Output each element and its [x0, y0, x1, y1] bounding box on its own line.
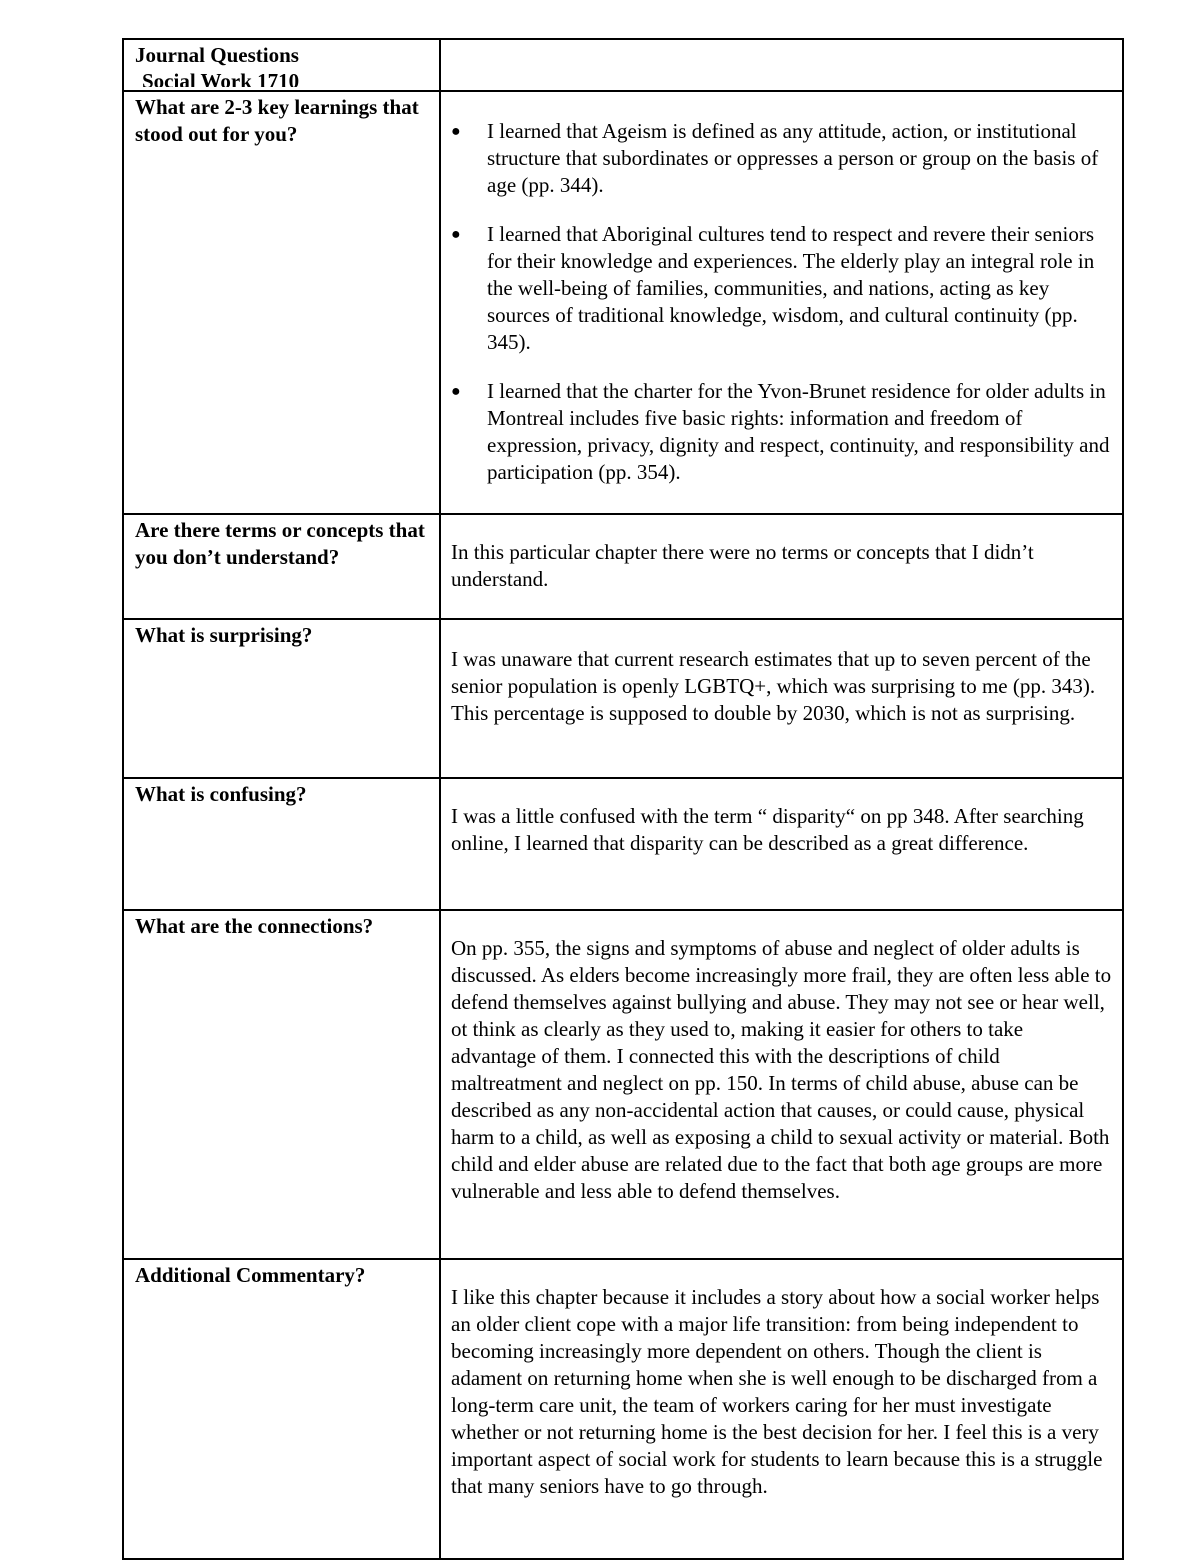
list-item [451, 118, 1112, 199]
question-additional-commentary: Additional Commentary? [135, 1263, 366, 1287]
row-key-learnings [123, 91, 1123, 514]
bullet-icon: ● [451, 383, 461, 400]
question-cell [123, 778, 440, 910]
course-subtitle: Social Work 1710 [142, 69, 300, 87]
header-title-cell [123, 39, 440, 91]
question-cell [123, 619, 440, 778]
bullet-icon: ● [451, 123, 461, 140]
question-terms-concepts: Are there terms or concepts that you don’t understand? [135, 518, 425, 569]
answer-confusing: I was a little confused with the term “ disparity“ on pp 348. After searching online, I learned that disparity can be described as a great difference. [451, 804, 1084, 855]
row-connections [123, 910, 1123, 1259]
row-terms-concepts [123, 514, 1123, 619]
journal-title: Journal Questions [135, 43, 299, 67]
bullet-text: I learned that the charter for the Yvon-Brunet residence for older adults in Montreal includes five basic rights: information and freedom of expression, privacy, dignity and respect, continuity, and responsibility and participation (pp. 354). [487, 379, 1110, 484]
list-item [451, 378, 1112, 486]
question-cell [123, 910, 440, 1259]
answer-cell [440, 778, 1123, 910]
question-cell [123, 91, 440, 514]
question-cell [123, 1259, 440, 1559]
journal-table [122, 38, 1124, 1560]
row-confusing [123, 778, 1123, 910]
bullet-text: I learned that Ageism is defined as any attitude, action, or institutional structure that subordinates or oppresses a person or group on the basis of age (pp. 344). [487, 119, 1099, 197]
answer-surprising: I was unaware that current research estimates that up to seven percent of the senior population is openly LGBTQ+, which was surprising to me (pp. 343). This percentage is supposed to double by 2030, which is not as surprising. [451, 647, 1096, 725]
answer-additional-commentary: I like this chapter because it includes a story about how a social worker helps an older client cope with a major life transition: from being independent to becoming increasingly more dependent on others. Though the client is adament on returning home when she is well enough to be discharged from a long-term care unit, the team of workers caring for her must investigate whether or not returning home is the best decision for her. I feel this is a very important aspect of social work for students to learn because this is a struggle that many seniors have to go through. [451, 1285, 1103, 1498]
row-additional-commentary [123, 1259, 1123, 1559]
answer-cell [440, 514, 1123, 619]
question-surprising: What is surprising? [135, 623, 313, 647]
question-key-learnings: What are 2-3 key learnings that stood out for you? [135, 95, 419, 146]
bullet-icon: ● [451, 226, 461, 243]
question-connections: What are the connections? [135, 914, 374, 938]
bullet-text: I learned that Aboriginal cultures tend to respect and revere their seniors for their knowledge and experiences. The elderly play an integral role in the well-being of families, communities, and nations, acting as key sources of traditional knowledge, wisdom, and cultural continuity (pp. 345). [487, 222, 1095, 354]
answer-connections: On pp. 355, the signs and symptoms of abuse and neglect of older adults is discussed. As elders become increasingly more frail, they are often less able to defend themselves against bullying and abuse. They may not see or hear well, ot think as clearly as they used to, making it easier for others to take advantage of them. I connected this with the descriptions of child maltreatment and neglect on pp. 150. In terms of child abuse, abuse can be described as any non-accidental action that causes, or could cause, physical harm to a child, as well as exposing a child to sexual activity or material. Both child and elder abuse are related due to the fact that both age groups are more vulnerable and less able to defend themselves. [451, 936, 1112, 1203]
header-row [123, 39, 1123, 91]
answer-cell [440, 1259, 1123, 1559]
row-surprising [123, 619, 1123, 778]
answer-terms-concepts: In this particular chapter there were no terms or concepts that I didn’t understand. [451, 540, 1034, 591]
answer-cell [440, 91, 1123, 514]
header-empty-cell [440, 39, 1123, 91]
list-item [451, 221, 1112, 356]
answer-cell [440, 910, 1123, 1259]
question-confusing: What is confusing? [135, 782, 307, 806]
question-cell [123, 514, 440, 619]
key-learnings-list [451, 118, 1112, 486]
answer-cell [440, 619, 1123, 778]
